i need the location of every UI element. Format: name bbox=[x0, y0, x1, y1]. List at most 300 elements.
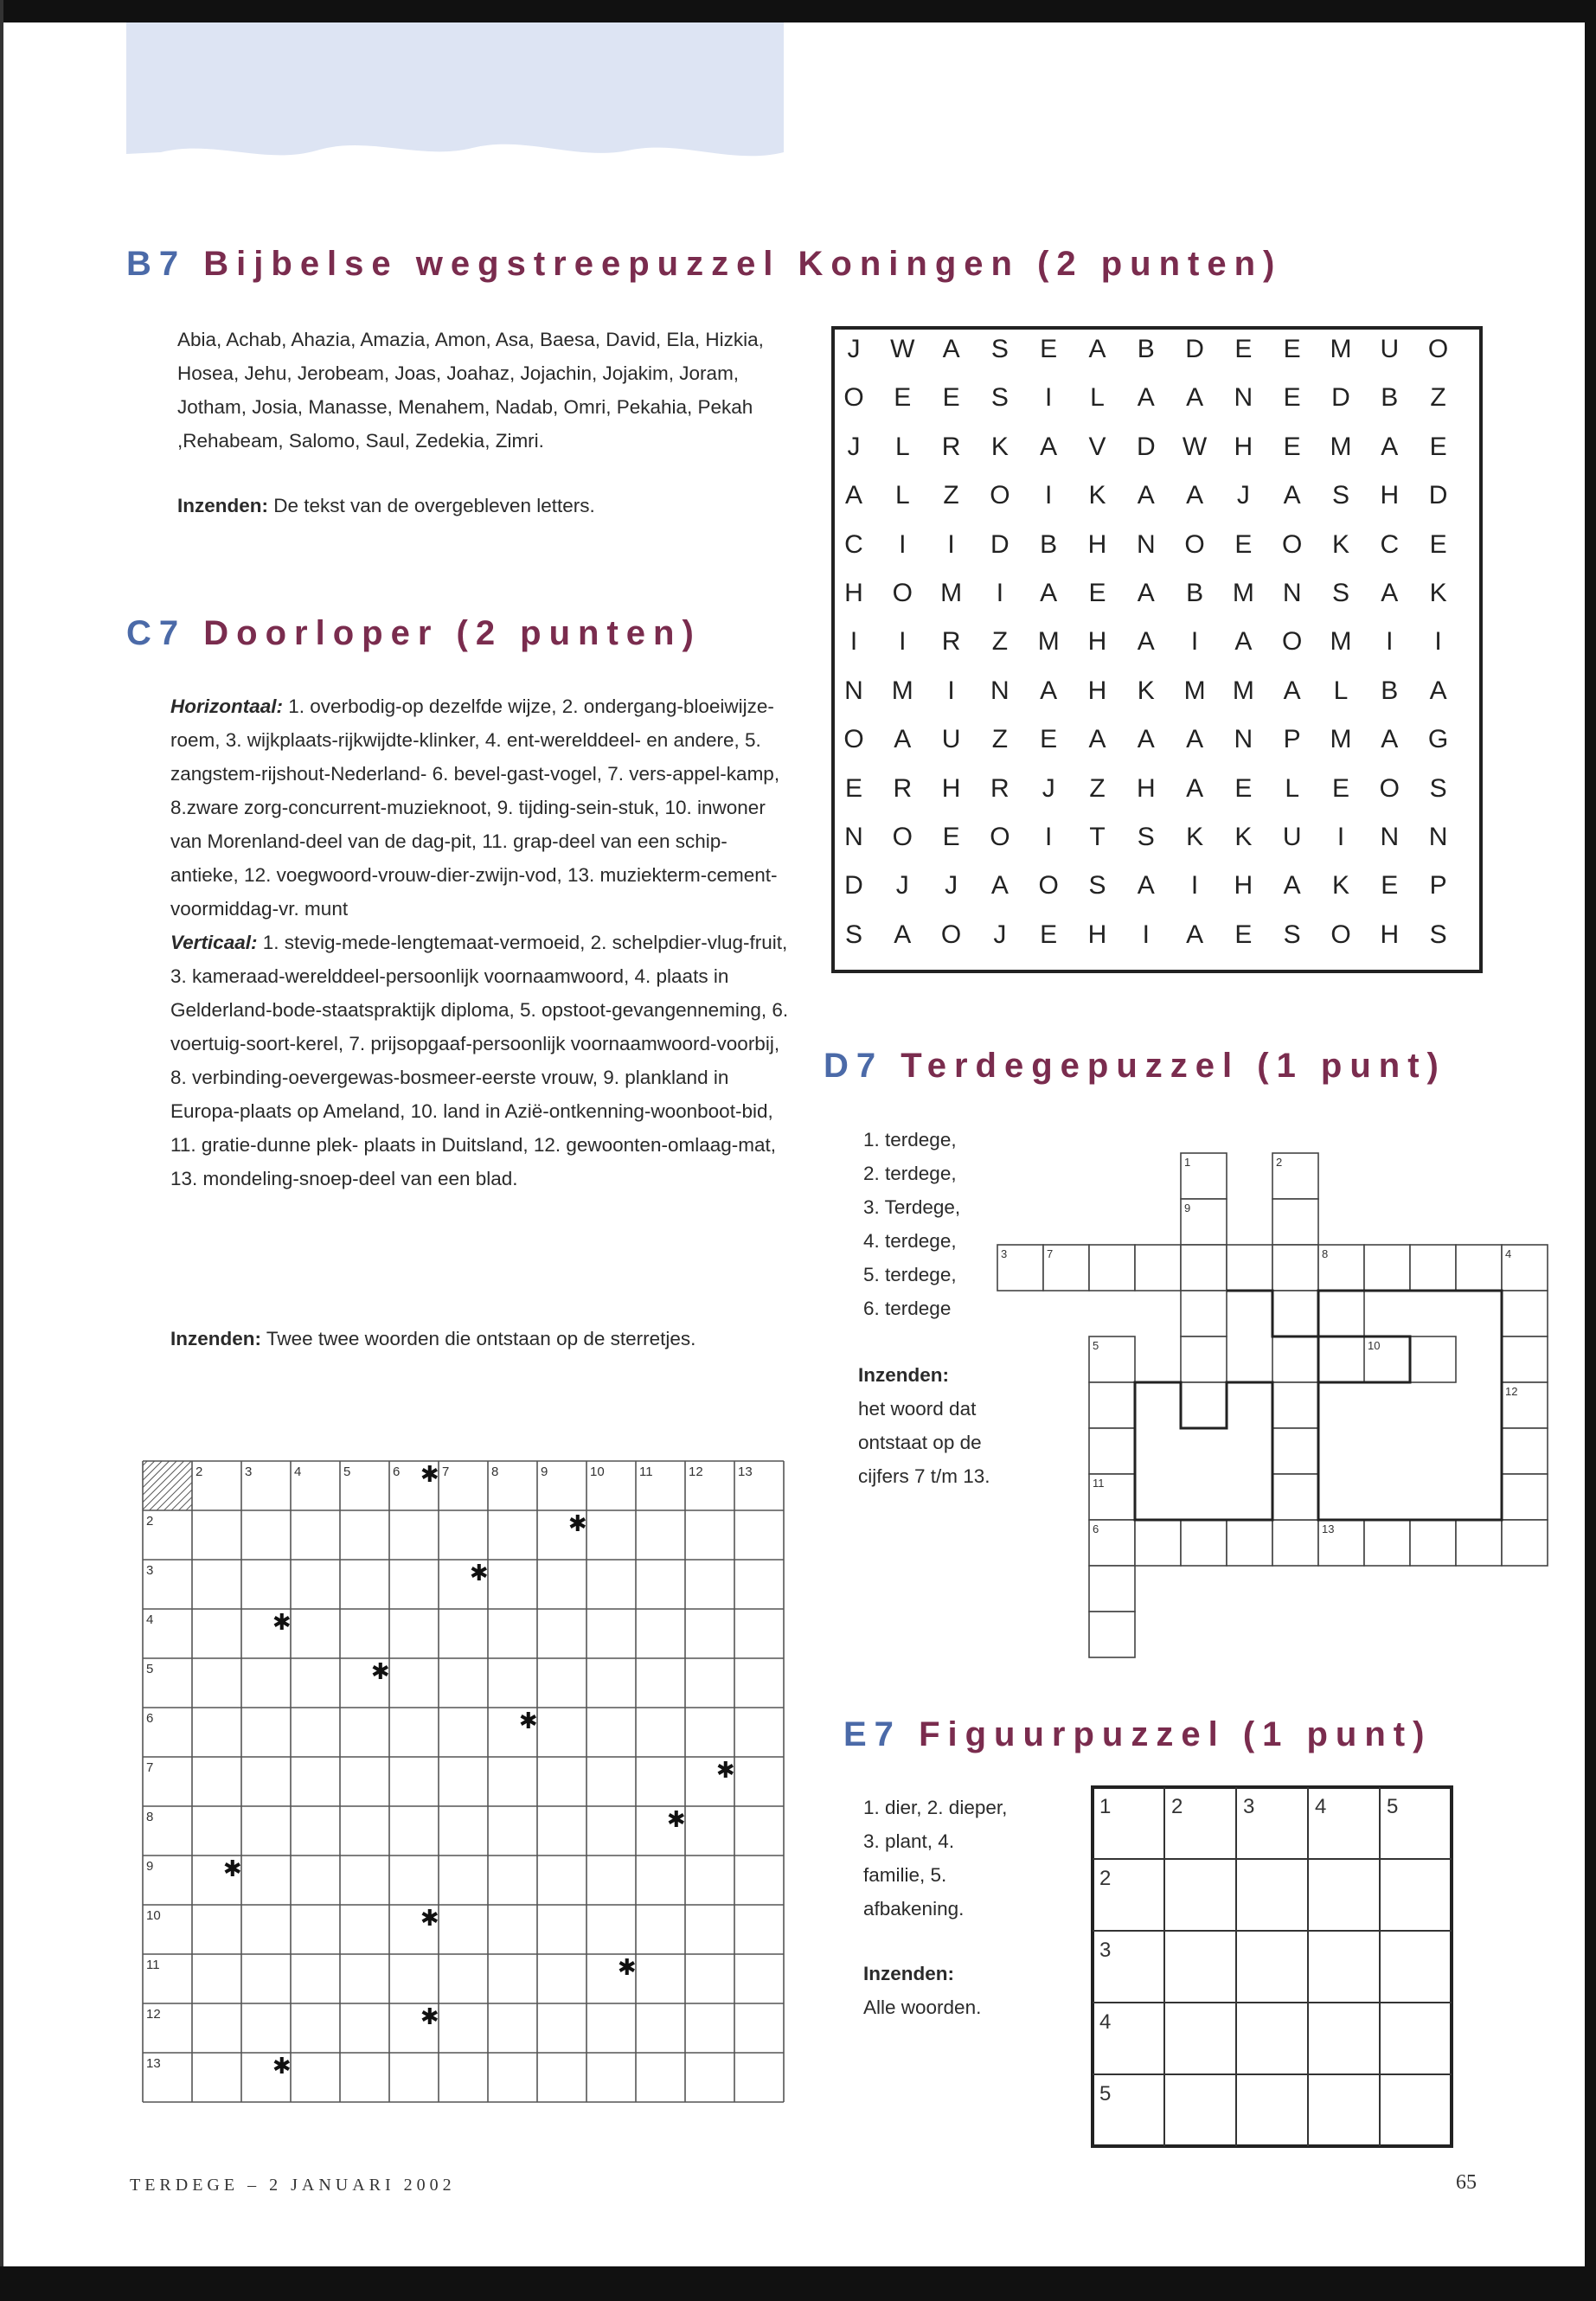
word-search-letter: O bbox=[1427, 335, 1449, 363]
star-marker: ✱ bbox=[420, 2003, 439, 2029]
word-search-letter: M bbox=[1037, 627, 1060, 657]
crossword-cell bbox=[1181, 1336, 1227, 1382]
c7-vertical-label: Verticaal: bbox=[170, 932, 258, 953]
star-marker: ✱ bbox=[518, 1708, 538, 1734]
word-search-letter: O bbox=[1282, 529, 1303, 559]
crossword-cell bbox=[1502, 1474, 1548, 1520]
word-search-letter: W bbox=[1182, 432, 1208, 461]
e7-submit bbox=[863, 1957, 993, 2024]
d7-title: Terdegepuzzel (1 punt) bbox=[901, 1047, 1446, 1085]
row-number: 11 bbox=[146, 1958, 160, 1972]
b7-submit bbox=[177, 489, 787, 522]
word-search-letter: A bbox=[942, 335, 960, 363]
word-search-letter: I bbox=[1386, 627, 1394, 657]
word-search-letter: A bbox=[1283, 481, 1301, 510]
word-search-letter: E bbox=[844, 773, 862, 803]
column-number: 13 bbox=[738, 1465, 753, 1479]
crossword-cell bbox=[1272, 1245, 1318, 1291]
word-search-letter: E bbox=[1283, 335, 1301, 363]
column-number: 9 bbox=[541, 1465, 548, 1479]
d7-clue: 2. terdege, bbox=[863, 1163, 957, 1184]
word-search-letter: M bbox=[1232, 676, 1254, 705]
e7-heading bbox=[843, 1715, 1432, 1754]
word-search-letter: H bbox=[1087, 627, 1107, 657]
column-number: 6 bbox=[393, 1465, 401, 1479]
word-search-letter: E bbox=[1429, 432, 1447, 461]
crossword-cell bbox=[1410, 1245, 1456, 1291]
c7-vertical-text: 1. stevig-mede-lengtemaat-vermoeid, 2. schelpdier-vlug-fruit, 3. kameraad-werelddeel-persoonlijk voornaamwoord, 4. plaats in Gelderland-bode-staatspraktijk diploma, 5. opstoot-gevangenneming, 6. voertuig-soort-kerel, 7. prijsopgaaf-persoonlijk voornaamwoord-voorbij, 8. verbinding-oevergewas-bosmeer-eerste vrouw, 9. plankland in Europa-plaats op Ameland, 10. land in Azië-ontkenning-woonboot-bid, 11. gratie-dunne plek- plaats in Duitsland, 12. gewoonten-omlaag-mat, 13. mondeling-snoep-deel van een blad. bbox=[170, 932, 789, 1189]
row-number: 4 bbox=[1099, 2010, 1112, 2034]
word-search-letter: R bbox=[941, 432, 961, 461]
column-number: 1 bbox=[1099, 1795, 1112, 1818]
doorloper-grid bbox=[141, 1459, 785, 2104]
word-search-letter: O bbox=[1184, 529, 1205, 559]
word-search-letter: S bbox=[1429, 773, 1447, 803]
word-search-letter: A bbox=[1137, 725, 1155, 754]
word-search-letter: M bbox=[1183, 676, 1206, 705]
row-number: 2 bbox=[1099, 1867, 1112, 1890]
word-search-letter: H bbox=[1087, 529, 1107, 559]
word-search-letter: Z bbox=[943, 481, 959, 510]
word-search-letter: E bbox=[1040, 920, 1058, 949]
word-search-letter: D bbox=[990, 529, 1010, 559]
column-number: 2 bbox=[1171, 1795, 1183, 1818]
word-search-letter: I bbox=[899, 529, 907, 559]
word-search-letter: A bbox=[1381, 432, 1399, 461]
cell-number: 3 bbox=[1001, 1247, 1008, 1260]
word-search-letter: V bbox=[1088, 432, 1106, 461]
word-search-letter: E bbox=[1040, 335, 1058, 363]
column-number: 7 bbox=[442, 1465, 450, 1479]
word-search-letter: E bbox=[1331, 773, 1349, 803]
word-search-letter: D bbox=[1136, 432, 1156, 461]
b7-heading bbox=[126, 245, 1282, 284]
word-search-letter: C bbox=[1380, 529, 1400, 559]
e7-clue-text: 1. dier, 2. dieper, 3. plant, 4. familie, 5. afbakening. bbox=[863, 1797, 1008, 1920]
word-search-letter: A bbox=[1283, 676, 1301, 705]
word-search-letter: A bbox=[1186, 773, 1204, 803]
row-number: 4 bbox=[146, 1612, 154, 1627]
star-marker: ✱ bbox=[370, 1658, 390, 1684]
crossword-cell bbox=[1181, 1245, 1227, 1291]
scan-edge-top bbox=[0, 0, 1596, 22]
crossword-cell bbox=[1318, 1291, 1364, 1336]
word-search-letter: Z bbox=[1430, 383, 1446, 413]
word-search-letter: I bbox=[1190, 627, 1199, 657]
word-search-letter: A bbox=[894, 920, 912, 949]
b7-submit-label: Inzenden: bbox=[177, 495, 268, 516]
column-number: 11 bbox=[639, 1465, 653, 1479]
word-search-letter: B bbox=[1137, 335, 1155, 363]
word-search-letter: E bbox=[1429, 529, 1447, 559]
footer-publication: TERDEGE – 2 JANUARI 2002 bbox=[130, 2176, 456, 2195]
word-search-letter: S bbox=[1331, 481, 1349, 510]
word-search-letter: H bbox=[1087, 920, 1107, 949]
word-search-letter: N bbox=[990, 676, 1010, 705]
word-search-letter: R bbox=[941, 627, 961, 657]
word-search-letter: A bbox=[1088, 725, 1106, 754]
column-number: 8 bbox=[491, 1465, 499, 1479]
word-search-letter: E bbox=[1234, 920, 1253, 949]
e7-title: Figuurpuzzel (1 punt) bbox=[919, 1715, 1433, 1753]
row-number: 9 bbox=[146, 1859, 154, 1874]
word-search-letter: B bbox=[1040, 529, 1058, 559]
b7-words: Abia, Achab, Ahazia, Amazia, Amon, Asa, Baesa, David, Ela, Hizkia, Hosea, Jehu, Jerobeam, Joas, Joahaz, Jojachin, Jojakim, Joram, Jotham, Josia, Manasse, Menahem, Nadab, Omri, Pekahia, Pekah ,Rehabeam, Salomo, Saul, Zedekia, Zimri. bbox=[177, 329, 764, 452]
cell-number: 13 bbox=[1322, 1522, 1335, 1535]
scan-edge-left bbox=[0, 0, 3, 2301]
word-search-letter: K bbox=[1234, 823, 1253, 851]
row-number: 13 bbox=[146, 2056, 161, 2071]
crossword-cell bbox=[1502, 1336, 1548, 1382]
word-search-letter: S bbox=[844, 920, 862, 949]
word-search-letter: H bbox=[1087, 676, 1107, 705]
word-search-letter: A bbox=[1186, 383, 1204, 413]
word-search-letter: I bbox=[1045, 383, 1053, 413]
row-number: 5 bbox=[146, 1662, 154, 1676]
word-search-letter: L bbox=[1285, 773, 1300, 803]
word-search-letter: N bbox=[1234, 725, 1253, 754]
word-search-letter: P bbox=[1429, 871, 1447, 901]
word-search-letter: M bbox=[891, 676, 913, 705]
word-search-letter: K bbox=[1429, 579, 1447, 607]
crossword-cell bbox=[1089, 1382, 1135, 1428]
word-search-letter: E bbox=[942, 823, 960, 851]
word-search-letter: M bbox=[1330, 432, 1352, 461]
row-number: 8 bbox=[146, 1810, 154, 1824]
word-search-letter: S bbox=[1429, 920, 1447, 949]
cell-number: 12 bbox=[1505, 1385, 1518, 1398]
word-search-letter: O bbox=[892, 823, 913, 851]
d7-code: D7 bbox=[824, 1047, 884, 1085]
crossword-cell bbox=[1364, 1520, 1410, 1566]
word-search-letter: H bbox=[1380, 920, 1400, 949]
c7-submit-label: Inzenden: bbox=[170, 1328, 261, 1349]
word-search-letter: A bbox=[1283, 871, 1301, 901]
word-search-letter: H bbox=[1234, 432, 1253, 461]
word-search-letter: K bbox=[1331, 871, 1349, 901]
word-search-letter: O bbox=[1330, 920, 1351, 949]
star-marker: ✱ bbox=[567, 1510, 587, 1536]
word-search-letter: E bbox=[1381, 871, 1399, 901]
d7-clue: 3. Terdege, bbox=[863, 1196, 961, 1218]
word-search-letter: S bbox=[990, 383, 1009, 413]
row-number: 7 bbox=[146, 1760, 154, 1775]
word-search-letter: O bbox=[990, 823, 1010, 851]
word-search-letter: E bbox=[1040, 725, 1058, 754]
star-marker: ✱ bbox=[272, 1609, 292, 1635]
word-search-letter: A bbox=[1088, 335, 1106, 363]
word-search-letter: O bbox=[940, 920, 962, 949]
crossword-cell bbox=[1135, 1520, 1181, 1566]
c7-submit bbox=[170, 1322, 741, 1356]
e7-submit-label: Inzenden: bbox=[863, 1963, 954, 1984]
b7-code: B7 bbox=[126, 245, 187, 283]
column-number: 12 bbox=[689, 1465, 703, 1479]
word-search-letter: W bbox=[890, 335, 915, 363]
word-search-letter: A bbox=[1234, 627, 1253, 657]
e7-code: E7 bbox=[843, 1715, 901, 1753]
star-marker: ✱ bbox=[272, 2053, 292, 2079]
word-search-letter: S bbox=[1088, 871, 1106, 901]
row-number: 6 bbox=[146, 1711, 154, 1726]
column-number: 4 bbox=[294, 1465, 302, 1479]
c7-title: Doorloper (2 punten) bbox=[203, 614, 702, 652]
crossword-cell bbox=[1410, 1336, 1456, 1382]
column-number: 5 bbox=[1387, 1795, 1399, 1818]
word-search-letter: Z bbox=[1089, 773, 1106, 803]
c7-heading bbox=[126, 614, 702, 653]
word-search-letter: T bbox=[1089, 823, 1106, 851]
row-number: 12 bbox=[146, 2007, 161, 2022]
word-search-letter: A bbox=[1137, 481, 1155, 510]
crossword-cell bbox=[1181, 1382, 1227, 1428]
cell-number: 4 bbox=[1505, 1247, 1512, 1260]
crossword-cell bbox=[1364, 1245, 1410, 1291]
crossword-cell bbox=[1456, 1245, 1502, 1291]
word-search-letter: C bbox=[844, 529, 863, 559]
word-search-letter: N bbox=[1282, 579, 1302, 607]
word-search-letter: E bbox=[1283, 383, 1301, 413]
word-search-letter: U bbox=[1380, 335, 1400, 363]
star-marker: ✱ bbox=[469, 1560, 489, 1586]
word-search-letter: I bbox=[1190, 871, 1199, 901]
word-search-letter: A bbox=[1186, 920, 1204, 949]
cell-number: 7 bbox=[1047, 1247, 1054, 1260]
cell-number: 8 bbox=[1322, 1247, 1329, 1260]
crossword-cell bbox=[1272, 1291, 1318, 1336]
word-search-letter: S bbox=[1283, 920, 1301, 949]
word-search-letter: S bbox=[990, 335, 1009, 363]
word-search-letter: M bbox=[940, 579, 963, 607]
column-number: 3 bbox=[1243, 1795, 1255, 1818]
word-search-letter: J bbox=[1042, 773, 1055, 803]
word-search-letter: M bbox=[1232, 579, 1254, 607]
word-search-letter: I bbox=[947, 529, 955, 559]
scan-edge-right bbox=[1585, 0, 1596, 2301]
cell-number: 9 bbox=[1184, 1202, 1191, 1215]
word-search-letter: M bbox=[1330, 725, 1352, 754]
word-search-letter: J bbox=[993, 920, 1007, 949]
word-search-letter: I bbox=[1142, 920, 1150, 949]
word-search-letter: I bbox=[1336, 823, 1345, 851]
word-search-letter: N bbox=[1428, 823, 1448, 851]
word-search-letter: D bbox=[1185, 335, 1204, 363]
figure-grid-border bbox=[1093, 1787, 1452, 2146]
word-search-letter: A bbox=[1137, 871, 1155, 901]
word-search-letter: O bbox=[990, 481, 1010, 510]
star-marker: ✱ bbox=[222, 1856, 242, 1881]
d7-heading bbox=[824, 1047, 1446, 1086]
word-search-letter: B bbox=[1186, 579, 1204, 607]
word-search-letter: E bbox=[1234, 773, 1253, 803]
word-search-letter: D bbox=[1428, 481, 1448, 510]
word-search-letter: A bbox=[1186, 481, 1204, 510]
word-search-letter: K bbox=[990, 432, 1009, 461]
word-search-letter: N bbox=[844, 823, 863, 851]
word-search-letter: K bbox=[1331, 529, 1349, 559]
word-search-letter: N bbox=[1380, 823, 1400, 851]
crossword-cell bbox=[1181, 1291, 1227, 1336]
row-number: 5 bbox=[1099, 2082, 1112, 2106]
word-search-letter: J bbox=[945, 871, 958, 901]
c7-submit-text: Twee twee woorden die ontstaan op de sterretjes. bbox=[266, 1328, 696, 1349]
word-search-letter: S bbox=[1137, 823, 1155, 851]
word-search-letter: A bbox=[894, 725, 912, 754]
word-search-letter: A bbox=[1186, 725, 1204, 754]
word-search-letter: I bbox=[947, 676, 955, 705]
word-search-letter: N bbox=[1234, 383, 1253, 413]
row-number: 3 bbox=[146, 1563, 154, 1578]
word-search-letter: A bbox=[990, 871, 1009, 901]
terdege-grid bbox=[995, 1150, 1518, 1661]
word-search-letter: A bbox=[1381, 725, 1399, 754]
word-search-letter: I bbox=[849, 627, 858, 657]
word-search-letter: B bbox=[1381, 676, 1399, 705]
word-search-letter: A bbox=[1040, 579, 1058, 607]
d7-clues bbox=[863, 1123, 993, 1325]
word-search-letter: D bbox=[1331, 383, 1350, 413]
b7-title: Bijbelse wegstreepuzzel Koningen (2 punten) bbox=[203, 245, 1283, 283]
column-number: 10 bbox=[590, 1465, 605, 1479]
word-search-letter: P bbox=[1283, 725, 1301, 754]
crossword-cell bbox=[1089, 1566, 1135, 1612]
crossword-cell bbox=[1272, 1199, 1318, 1245]
crossword-cell bbox=[1272, 1520, 1318, 1566]
cell-number: 5 bbox=[1093, 1339, 1099, 1352]
word-search-letter: D bbox=[844, 871, 863, 901]
word-search-letter: S bbox=[1331, 579, 1349, 607]
crossword-cell bbox=[1502, 1520, 1548, 1566]
word-search-letter: N bbox=[844, 676, 863, 705]
word-search-letter: Z bbox=[991, 627, 1009, 657]
word-search-letter: I bbox=[899, 627, 907, 657]
crossword-cell bbox=[1272, 1474, 1318, 1520]
word-search-letter: O bbox=[843, 725, 864, 754]
word-search-letter: O bbox=[1038, 871, 1059, 901]
word-search-letter: A bbox=[1137, 627, 1155, 657]
d7-submit-text: het woord dat ontstaat op de cijfers 7 t/m 13. bbox=[858, 1398, 990, 1487]
e7-clues bbox=[863, 1791, 1019, 1926]
word-search-letter: N bbox=[1136, 529, 1156, 559]
d7-clue: 1. terdege, bbox=[863, 1129, 957, 1150]
d7-clue: 5. terdege, bbox=[863, 1264, 957, 1285]
c7-code: C7 bbox=[126, 614, 187, 652]
word-search-letter: H bbox=[1234, 871, 1253, 901]
crossword-cell bbox=[1502, 1428, 1548, 1474]
word-search-letter: A bbox=[1040, 432, 1058, 461]
b7-submit-text: De tekst van de overgebleven letters. bbox=[273, 495, 595, 516]
word-search-letter: J bbox=[847, 432, 861, 461]
crossword-cell bbox=[1272, 1428, 1318, 1474]
word-search-letter: R bbox=[893, 773, 913, 803]
word-search-letter: O bbox=[892, 579, 913, 607]
word-search-letter: J bbox=[895, 871, 909, 901]
crossword-cell bbox=[1272, 1336, 1318, 1382]
cell-number: 11 bbox=[1093, 1477, 1105, 1490]
crossword-cell bbox=[1135, 1245, 1181, 1291]
word-search-letter: E bbox=[1234, 529, 1253, 559]
star-marker: ✱ bbox=[420, 1905, 439, 1931]
crossword-cell bbox=[1456, 1520, 1502, 1566]
cell-number: 6 bbox=[1093, 1522, 1099, 1535]
word-search-letter: A bbox=[1137, 383, 1155, 413]
star-marker: ✱ bbox=[666, 1806, 686, 1832]
word-search-letter: A bbox=[844, 481, 862, 510]
scan-edge-bottom bbox=[0, 2266, 1596, 2301]
word-search-letter: I bbox=[1045, 823, 1053, 851]
word-search-letter: B bbox=[1381, 383, 1399, 413]
star-marker: ✱ bbox=[617, 1954, 637, 1980]
row-number: 2 bbox=[146, 1514, 154, 1529]
crossword-cell bbox=[1089, 1612, 1135, 1657]
c7-horizontal-label: Horizontaal: bbox=[170, 695, 284, 717]
d7-clue: 4. terdege, bbox=[863, 1230, 957, 1252]
word-search-letter: K bbox=[1088, 481, 1106, 510]
word-search-letter: H bbox=[941, 773, 961, 803]
figuur-grid bbox=[1090, 1785, 1458, 2152]
crossword-cell bbox=[1227, 1520, 1272, 1566]
e7-submit-text: Alle woorden. bbox=[863, 1997, 982, 2018]
word-search-letter: L bbox=[894, 481, 910, 510]
word-search-letter: E bbox=[1088, 579, 1106, 607]
column-number: 4 bbox=[1315, 1795, 1327, 1818]
c7-clues bbox=[170, 689, 789, 1195]
cell-number: 10 bbox=[1368, 1339, 1381, 1352]
word-search-letter: L bbox=[1090, 383, 1105, 413]
star-marker: ✱ bbox=[715, 1757, 735, 1783]
word-search-letter: G bbox=[1427, 725, 1449, 754]
word-search-letter: H bbox=[844, 579, 863, 607]
b7-word-list bbox=[177, 323, 787, 458]
crossword-cell bbox=[1410, 1520, 1456, 1566]
cell-number: 1 bbox=[1184, 1156, 1191, 1169]
word-search-letter: O bbox=[843, 383, 864, 413]
word-search-letter: Z bbox=[991, 725, 1009, 754]
word-search-letter: E bbox=[894, 383, 912, 413]
word-search-letter: I bbox=[1434, 627, 1442, 657]
row-number: 10 bbox=[146, 1908, 161, 1923]
crossword-cell bbox=[1089, 1428, 1135, 1474]
word-search-letter: A bbox=[1137, 579, 1155, 607]
word-search-letter: E bbox=[1283, 432, 1301, 461]
crossword-cell bbox=[1227, 1245, 1272, 1291]
word-search-letter: L bbox=[1333, 676, 1349, 705]
word-search-letter: H bbox=[1136, 773, 1156, 803]
word-search-letter: I bbox=[996, 579, 1004, 607]
d7-clue: 6. terdege bbox=[863, 1298, 952, 1319]
word-search-letter: E bbox=[942, 383, 960, 413]
word-search-letter: O bbox=[1379, 773, 1400, 803]
word-search-letter: O bbox=[1282, 627, 1303, 657]
column-number: 2 bbox=[195, 1465, 203, 1479]
word-search-letter: E bbox=[1234, 335, 1253, 363]
word-search-letter: U bbox=[1282, 823, 1302, 851]
word-search-letter: R bbox=[990, 773, 1010, 803]
decorative-wave-banner bbox=[126, 22, 784, 161]
c7-horizontal-text: 1. overbodig-op dezelfde wijze, 2. ondergang-bloeiwijze-roem, 3. wijkplaats-rijkwijdte-klinker, 4. ent-werelddeel- en andere, 5. zangstem-rijshout-Nederland- 6. bevel-gast-vogel, 7. vers-appel-kamp, 8.zware zorg-concurrent-muzieknoot, 9. tijding-sein-stuk, 10. inwoner van Morenland-deel van de dag-pit, 11. grap-deel van een schip-antieke, 12. voegwoord-vrouw-dier-zwijn-vod, 13. muziekterm-cement-voormiddag-vr. munt bbox=[170, 695, 780, 920]
row-number: 3 bbox=[1099, 1939, 1112, 1962]
blocked-cell bbox=[143, 1461, 192, 1510]
word-search-letter: H bbox=[1380, 481, 1400, 510]
crossword-cell bbox=[1502, 1291, 1548, 1336]
column-number: 3 bbox=[245, 1465, 253, 1479]
word-search-letter: K bbox=[1186, 823, 1204, 851]
word-search-letter: A bbox=[1381, 579, 1399, 607]
word-search-letter: M bbox=[1330, 627, 1352, 657]
word-search-letter: M bbox=[1330, 335, 1352, 363]
word-search-letter: J bbox=[1236, 481, 1250, 510]
word-search-letter: A bbox=[1429, 676, 1447, 705]
